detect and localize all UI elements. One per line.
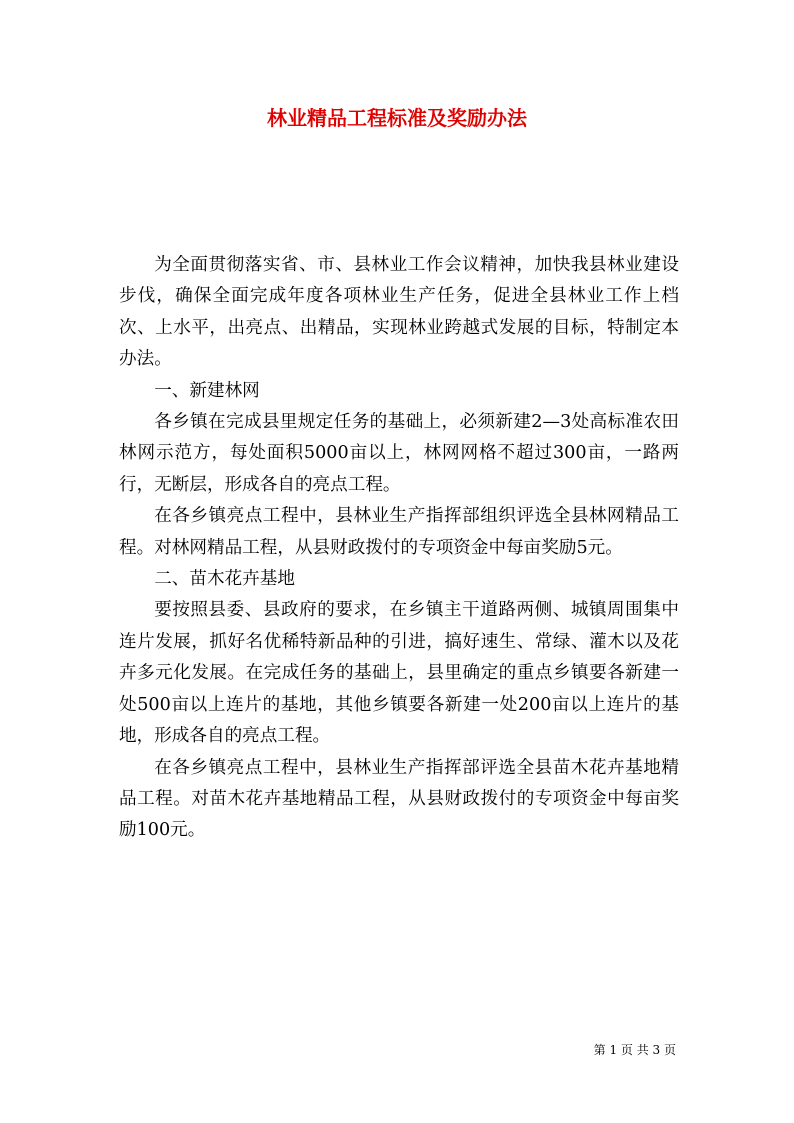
paragraph-forest-network-reward: 在各乡镇亮点工程中，县林业生产指挥部组织评选全县林网精品工程。对林网精品工程，从县财政拨付的专项资金中每亩奖励5元。 (119, 506, 679, 558)
page-number: 第 1 页 共 3 页 (593, 1043, 676, 1057)
section-heading-nursery-base: 二、苗木花卉基地 (154, 569, 295, 590)
paragraph-intro: 为全面贯彻落实省、市、县林业工作会议精神，加快我县林业建设步伐，确保全面完成年度各项林业生产任务，促进全县林业工作上档次、上水平，出亮点、出精品，实现林业跨越式发展的目标，特制定本办法。 (119, 255, 679, 370)
section-heading-forest-network: 一、新建林网 (154, 380, 260, 401)
paragraph-forest-network-requirements: 各乡镇在完成县里规定任务的基础上，必须新建2—3处高标准农田林网示范方，每处面积5000亩以上，林网网格不超过300亩，一路两行，无断层，形成各自的亮点工程。 (119, 412, 679, 495)
paragraph-nursery-requirements: 要按照县委、县政府的要求，在乡镇主干道路两侧、城镇周围集中连片发展，抓好名优稀特新品种的引进，搞好速生、常绿、灌木以及花卉多元化发展。在完成任务的基础上，县里确定的重点乡镇要各新建一处500亩以上连片的基地，其他乡镇要各新建一处200亩以上连片的基地，形成各自的亮点工程。 (119, 600, 679, 747)
document-body (119, 250, 679, 847)
page-title: 林业精品工程标准及奖励办法 (267, 106, 527, 130)
paragraph-nursery-reward: 在各乡镇亮点工程中，县林业生产指挥部评选全县苗木花卉基地精品工程。对苗木花卉基地精品工程，从县财政拨付的专项资金中每亩奖励100元。 (119, 757, 679, 841)
